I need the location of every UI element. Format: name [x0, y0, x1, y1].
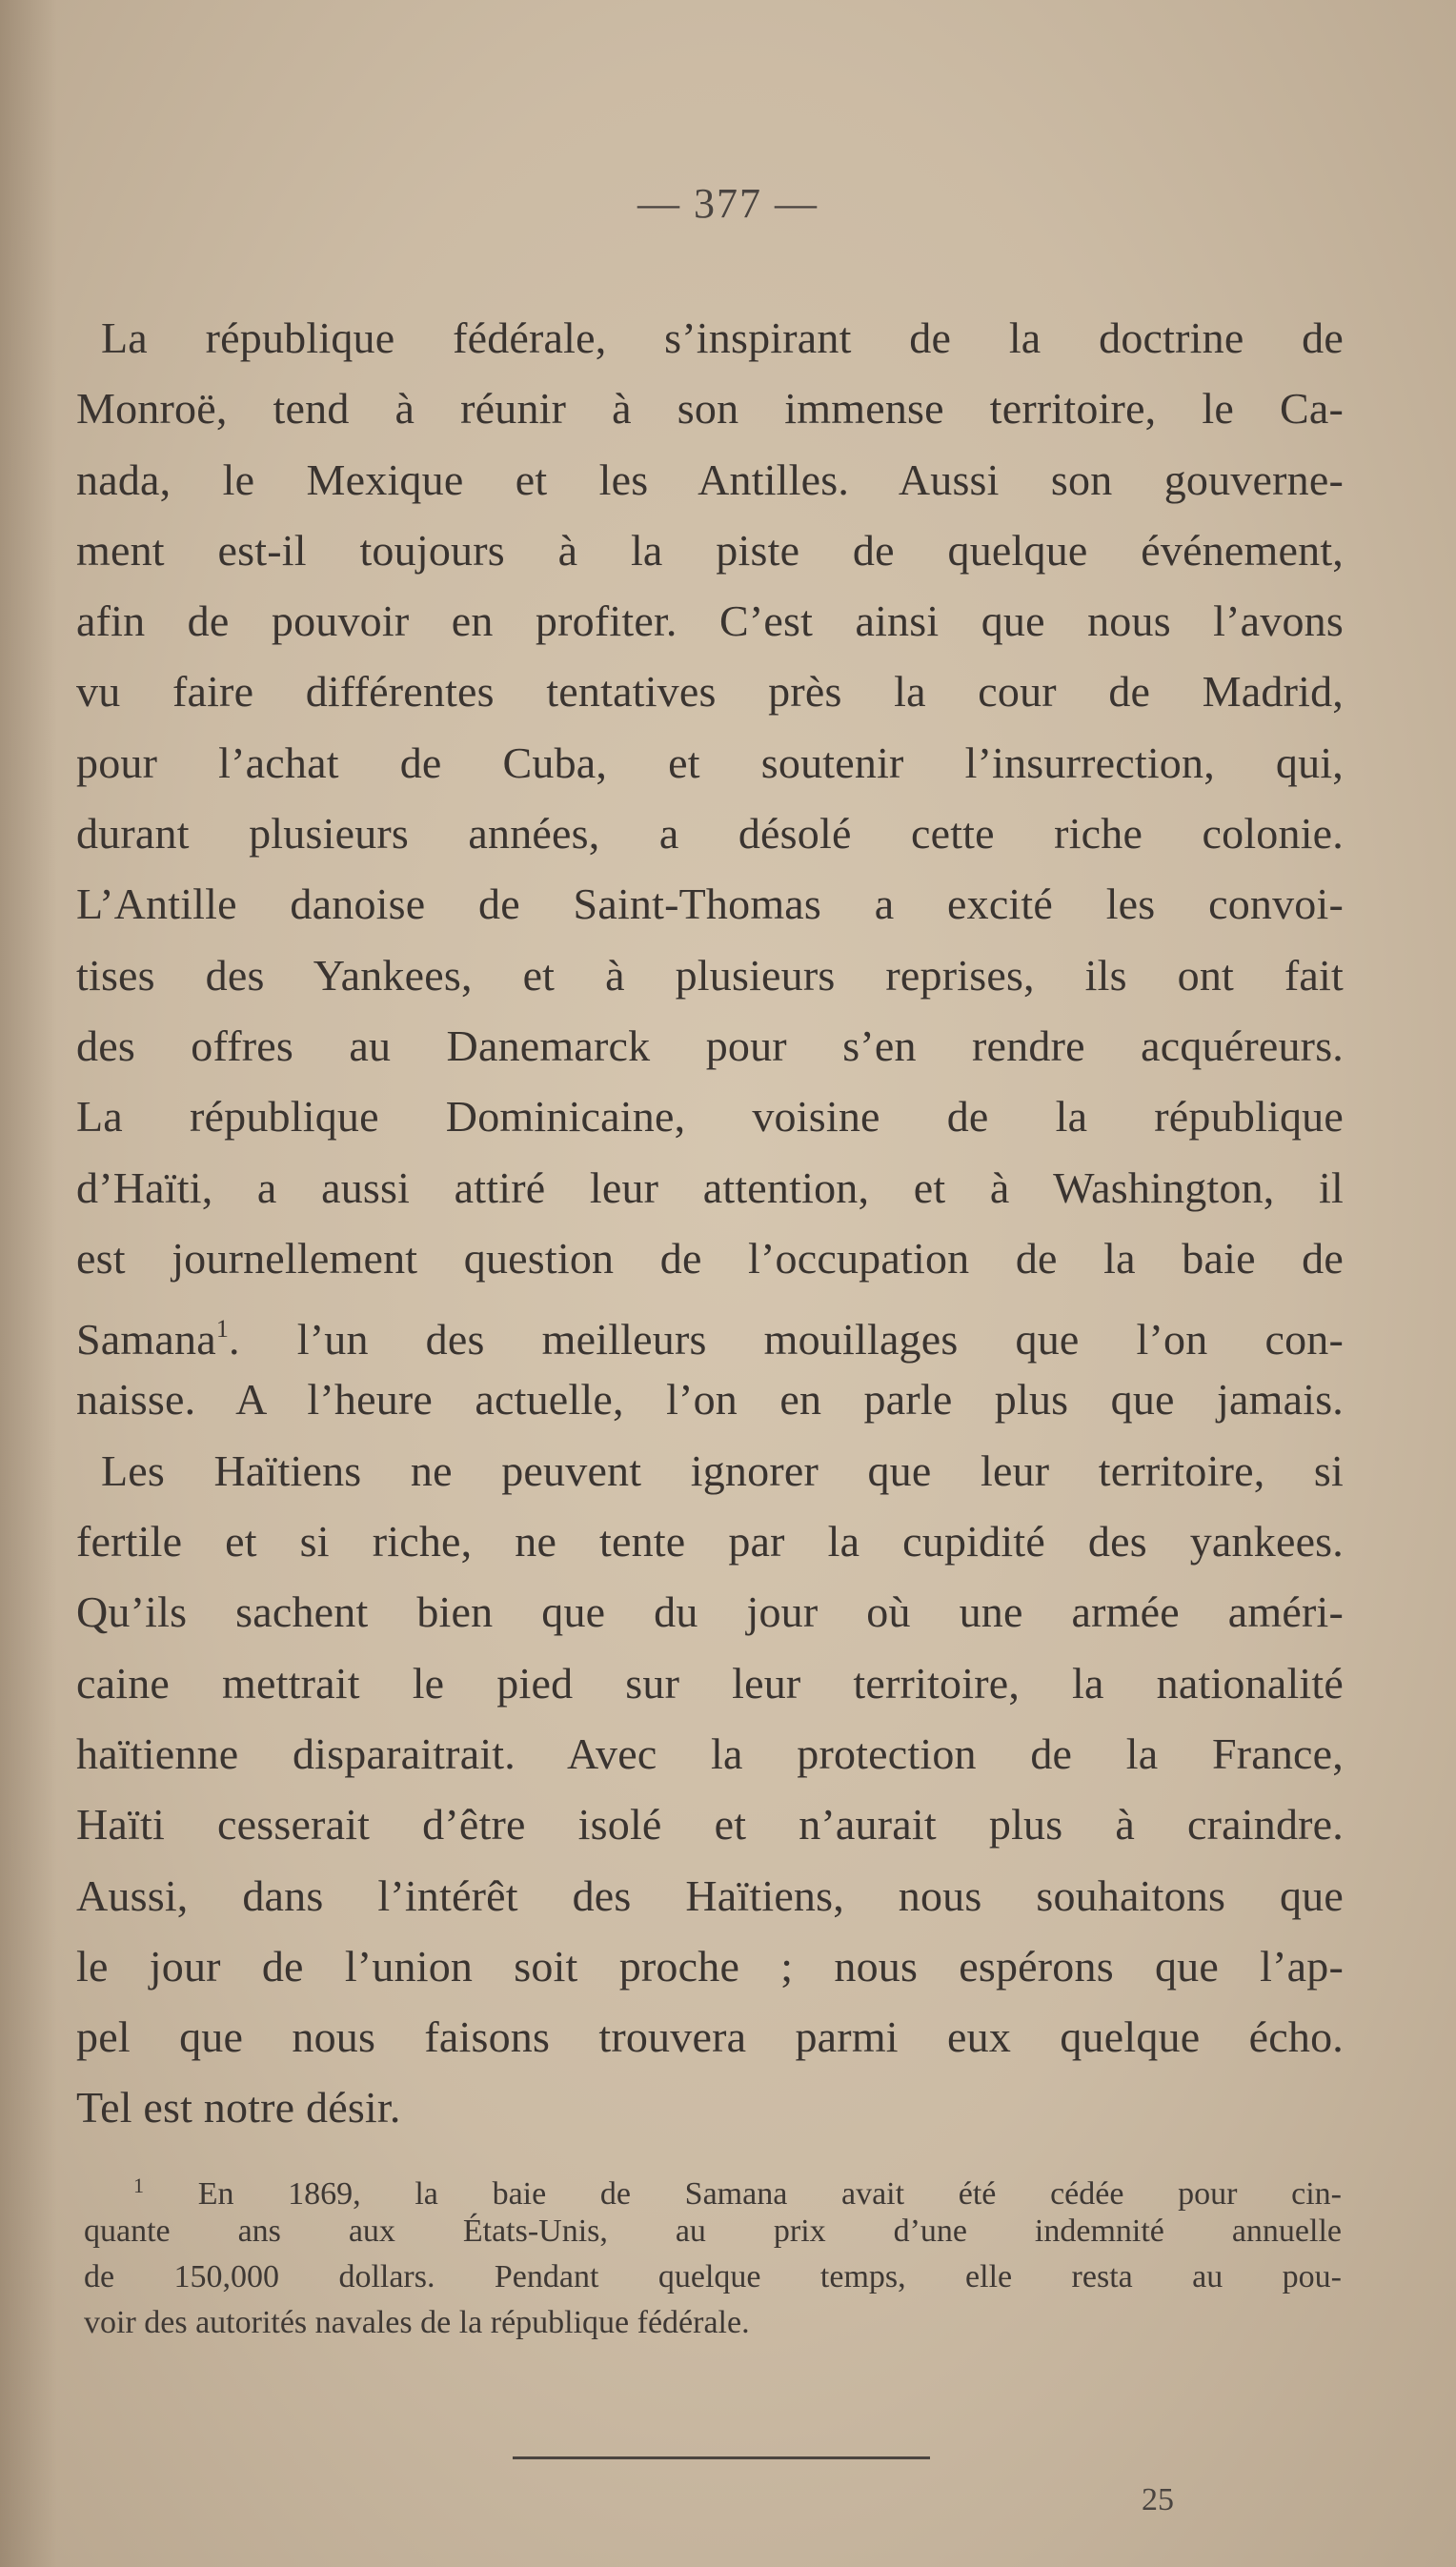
text-line: naisse. A l’heure actuelle, l’on en parle plus que jamais.	[76, 1375, 1344, 1425]
text-line: est journellement question de l’occupation de la baie de	[76, 1233, 1344, 1283]
footnote-text: En 1869, la baie de Samana avait été cédée pour cin-	[197, 2176, 1343, 2212]
footnote	[84, 2163, 1342, 2346]
text-line: haïtienne disparaitrait. Avec la protection de la France,	[76, 1728, 1344, 1778]
footnote-line: de 150,000 dollars. Pendant quelque temps, elle resta au pou-	[84, 2259, 1342, 2294]
text-line: caine mettrait le pied sur leur territoire, la nationalité	[76, 1658, 1344, 1708]
text-line: nada, le Mexique et les Antilles. Aussi son gouverne-	[76, 455, 1344, 504]
footnote-line: voir des autorités navales de la république fédérale.	[84, 2305, 750, 2340]
text-line: Qu’ils sachent bien que du jour où une armée améri-	[76, 1587, 1344, 1637]
text-line: L’Antille danoise de Saint-Thomas a excité les convoi-	[76, 879, 1344, 929]
text-line: pour l’achat de Cuba, et soutenir l’insurrection, qui,	[76, 738, 1344, 787]
text-line: Aussi, dans l’intérêt des Haïtiens, nous souhaitons que	[76, 1870, 1344, 1920]
text-line: Haïti cesserait d’être isolé et n’aurait plus à craindre.	[76, 1800, 1344, 1849]
text-line: La république Dominicaine, voisine de la république	[76, 1092, 1344, 1142]
text-fragment-punct: .	[229, 1315, 240, 1364]
text-line-with-footnote-ref	[76, 1294, 1344, 1364]
text-line: afin de pouvoir en profiter. C’est ainsi que nous l’avons	[76, 596, 1344, 646]
text-line: La république fédérale, s’inspirant de la doctrine de	[101, 313, 1344, 362]
footnote-reference[interactable]: 1	[215, 1315, 230, 1344]
footnote-marker: 1	[133, 2173, 144, 2197]
signature-mark: 25	[1142, 2482, 1174, 2517]
text-fragment: l’un des meilleurs mouillages que l’on con-	[296, 1315, 1344, 1364]
page-number: — 377 —	[637, 180, 819, 227]
horizontal-rule	[513, 2456, 930, 2459]
text-line: Les Haïtiens ne peuvent ignorer que leur territoire, si	[101, 1445, 1344, 1495]
text-line: tises des Yankees, et à plusieurs reprises, ils ont fait	[76, 950, 1344, 1000]
text-line: Monroë, tend à réunir à son immense territoire, le Ca-	[76, 384, 1344, 434]
text-line: vu faire différentes tentatives près la cour de Madrid,	[76, 667, 1344, 717]
footnote-line: quante ans aux États-Unis, au prix d’une indemnité annuelle	[84, 2213, 1342, 2249]
text-line: des offres au Danemarck pour s’en rendre acquéreurs.	[76, 1021, 1344, 1070]
text-line: ment est-il toujours à la piste de quelque événement,	[76, 525, 1344, 575]
main-text	[76, 303, 1344, 2144]
footnote-line	[84, 2163, 1343, 2212]
text-line: d’Haïti, a aussi attiré leur attention, et à Washington, il	[76, 1162, 1344, 1212]
text-line: pel que nous faisons trouvera parmi eux quelque écho.	[76, 2012, 1344, 2062]
text-line: fertile et si riche, ne tente par la cupidité des yankees.	[76, 1517, 1344, 1566]
text-fragment: Samana	[76, 1315, 216, 1364]
text-line: Tel est notre désir.	[76, 2083, 401, 2132]
text-line: le jour de l’union soit proche ; nous espérons que l’ap-	[76, 1941, 1344, 1991]
text-line: durant plusieurs années, a désolé cette riche colonie.	[76, 809, 1344, 859]
